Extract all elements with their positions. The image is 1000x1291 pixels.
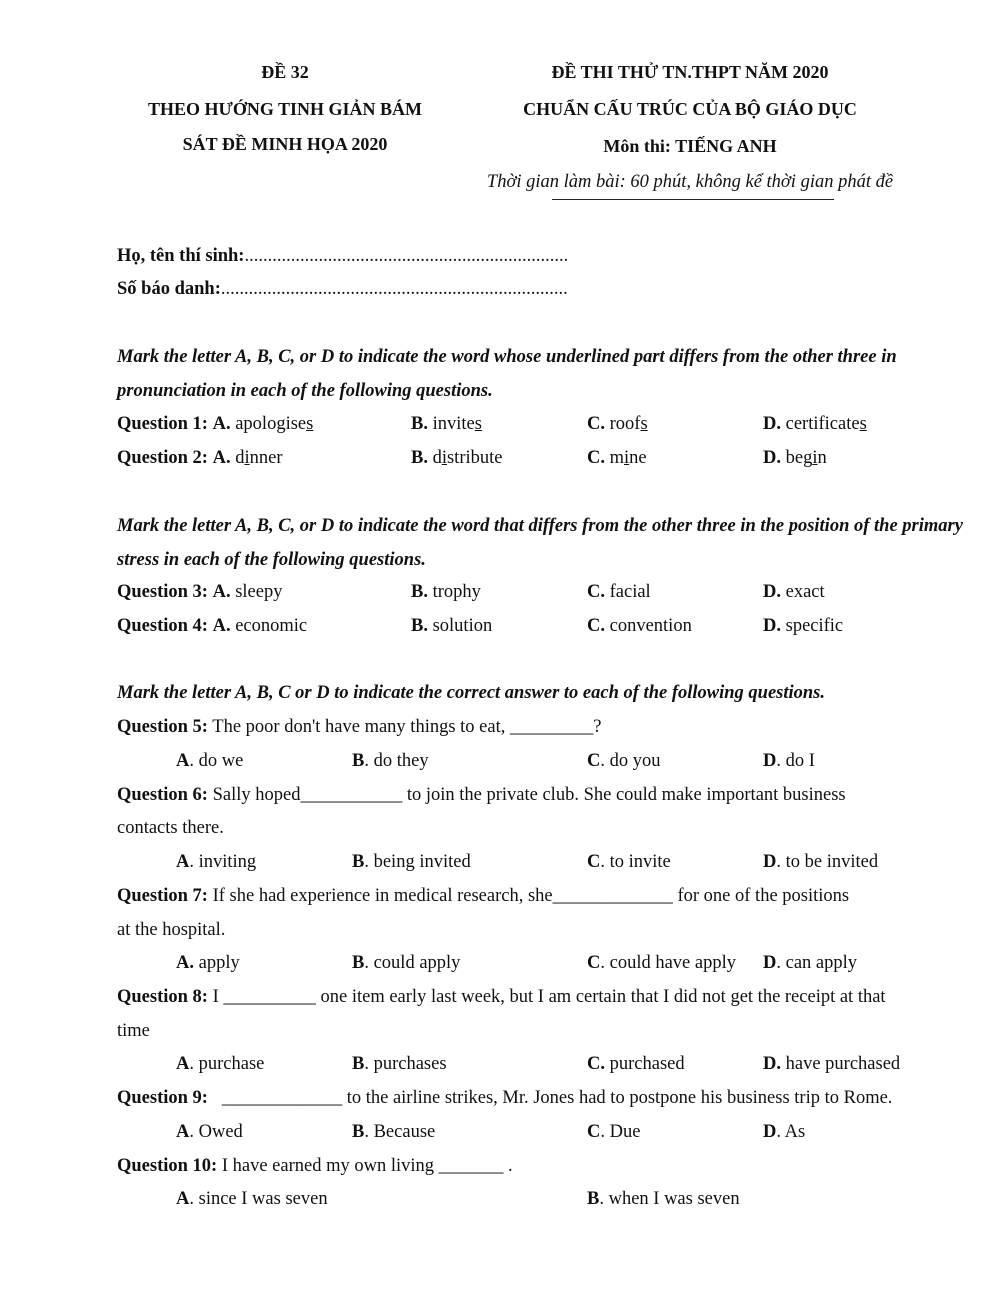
option-text: specific <box>785 616 844 636</box>
option-text: can apply <box>785 953 858 973</box>
option-text: purchased <box>609 1054 685 1074</box>
option-text: d <box>432 448 442 468</box>
question-10-text: I have earned my own living _______ . <box>221 1156 513 1176</box>
candidate-name-dots: ...................................................................... <box>244 246 569 266</box>
section-instruction-pronunciation: Mark the letter A, B, C, or D to indicate the word whose underlined part differs from the other three in pronunciation in each of the following questions. <box>117 347 897 401</box>
option-dot: . <box>189 1189 194 1209</box>
option-text: exact <box>785 582 825 602</box>
option-letter: B. <box>411 616 428 636</box>
section-instruction-correct-answer: Mark the letter A, B, C or D to indicate the correct answer to each of the following questions. <box>117 683 825 703</box>
question-7-option-d <box>763 953 857 974</box>
option-text: do they <box>373 751 429 771</box>
option-text: do I <box>785 751 815 771</box>
option-letter: D. <box>763 582 781 602</box>
option-text: d <box>235 448 245 468</box>
time-limit: Thời gian làm bài: 60 phút, không kể thời gian phát đề <box>486 172 894 192</box>
option-text: since I was seven <box>198 1189 328 1209</box>
question-7-option-c <box>587 953 736 974</box>
option-text: could apply <box>373 953 461 973</box>
question-8-option-a <box>176 1054 264 1075</box>
option-dot: . <box>600 953 605 973</box>
question-4-option-c <box>587 616 692 637</box>
question-6-option-a <box>176 852 256 873</box>
option-letter: D. <box>763 448 781 468</box>
option-dot: . <box>599 1189 604 1209</box>
option-text: trophy <box>432 582 481 602</box>
option-letter: D. <box>763 616 781 636</box>
option-dot: . <box>600 1122 605 1142</box>
option-letter: B. <box>411 448 428 468</box>
option-letter: D <box>763 852 777 872</box>
question-5-option-d <box>763 751 815 772</box>
option-letter: C. <box>587 448 605 468</box>
option-letter: C. <box>587 616 605 636</box>
option-text: invite <box>432 414 475 434</box>
question-6-option-b <box>352 852 471 873</box>
option-letter: D. <box>763 414 781 434</box>
exam-title: ĐỀ THI THỬ TN.THPT NĂM 2020 <box>551 62 829 82</box>
question-8-option-b <box>352 1054 447 1075</box>
option-letter: B <box>352 751 365 771</box>
option-text: As <box>784 1122 806 1142</box>
question-1-label: Question 1: <box>117 414 208 434</box>
option-dot: . <box>776 852 781 872</box>
question-1-label-and-a <box>117 414 313 435</box>
option-dot: . <box>776 1122 781 1142</box>
question-5-text: The poor don't have many things to eat, _________? <box>212 717 602 737</box>
question-4-option-b <box>411 616 492 637</box>
question-6-text-cont: contacts there. <box>117 818 224 838</box>
option-text: to be invited <box>785 852 879 872</box>
option-text: when I was seven <box>608 1189 740 1209</box>
option-text: Because <box>373 1122 436 1142</box>
option-text: facial <box>609 582 651 602</box>
question-9-label: Question 9: <box>117 1088 208 1108</box>
option-letter: B <box>352 1054 365 1074</box>
option-dot: . <box>776 953 781 973</box>
option-text: Due <box>609 1122 641 1142</box>
option-text: sleepy <box>235 582 283 602</box>
question-1-option-d <box>763 414 867 435</box>
option-text: ne <box>629 448 647 468</box>
question-9-text: _____________ to the airline strikes, Mr. Jones had to postpone his business trip to Rome. <box>221 1088 893 1108</box>
option-letter: C <box>587 1122 601 1142</box>
question-7-text-cont: at the hospital. <box>117 920 226 940</box>
option-text: solution <box>432 616 493 636</box>
option-text: could have apply <box>609 953 736 973</box>
option-letter: A <box>176 1189 190 1209</box>
header-left-line-2: THEO HƯỚNG TINH GIẢN BÁM <box>147 99 423 119</box>
candidate-name-label: Họ, tên thí sinh: <box>117 246 245 266</box>
option-dot: . <box>189 751 194 771</box>
option-text: economic <box>235 616 308 636</box>
question-10-option-a <box>176 1189 328 1210</box>
option-dot: . <box>776 751 781 771</box>
question-5-option-a <box>176 751 243 772</box>
option-letter: A <box>176 1122 190 1142</box>
option-text: do you <box>609 751 661 771</box>
option-letter: C <box>587 953 601 973</box>
question-5-option-c <box>587 751 661 772</box>
option-text: do we <box>198 751 244 771</box>
question-2-label-and-a <box>117 448 282 469</box>
option-letter: A. <box>212 448 231 468</box>
question-8 <box>117 987 886 1008</box>
option-letter: B. <box>411 414 428 434</box>
question-8-option-c <box>587 1054 685 1075</box>
question-3-label-and-a <box>117 582 282 603</box>
question-2-option-c <box>587 448 647 469</box>
question-9-option-b <box>352 1122 435 1143</box>
option-dot: . <box>600 751 605 771</box>
question-10 <box>117 1156 513 1177</box>
option-text: have purchased <box>785 1054 901 1074</box>
question-4-option-d <box>763 616 843 637</box>
candidate-id-label: Số báo danh: <box>117 279 221 299</box>
option-letter: D <box>763 953 777 973</box>
option-letter: A <box>176 751 190 771</box>
option-letter: B <box>352 1122 365 1142</box>
option-dot: . <box>364 1122 369 1142</box>
option-letter: D <box>763 1122 777 1142</box>
option-text: stribute <box>446 448 503 468</box>
question-3-option-b <box>411 582 481 603</box>
question-1-option-b <box>411 414 482 435</box>
question-6-option-c <box>587 852 671 873</box>
question-4-label: Question 4: <box>117 616 208 636</box>
option-letter: B <box>352 953 365 973</box>
underlined-letter: s <box>859 414 867 434</box>
underlined-letter: i <box>244 448 250 468</box>
option-dot: . <box>600 852 605 872</box>
option-dot: . <box>364 751 369 771</box>
option-letter: A. <box>176 953 194 973</box>
option-text: beg <box>785 448 813 468</box>
question-8-label: Question 8: <box>117 987 208 1007</box>
exam-code: ĐỀ 32 <box>261 62 309 82</box>
option-dot: . <box>189 852 194 872</box>
option-letter: A. <box>212 414 231 434</box>
question-6-option-d <box>763 852 878 873</box>
question-2-option-b <box>411 448 502 469</box>
question-2-option-d <box>763 448 827 469</box>
option-text: being invited <box>373 852 471 872</box>
candidate-id-row <box>117 279 568 300</box>
option-text: nner <box>249 448 283 468</box>
underlined-letter: s <box>306 414 314 434</box>
option-letter: D. <box>763 1054 781 1074</box>
question-10-label: Question 10: <box>117 1156 218 1176</box>
question-9 <box>117 1088 892 1109</box>
option-text: inviting <box>198 852 257 872</box>
option-text: apply <box>198 953 240 973</box>
option-text: to invite <box>609 852 671 872</box>
option-dot: . <box>364 953 369 973</box>
option-letter: C. <box>587 582 605 602</box>
option-dot: . <box>189 1122 194 1142</box>
option-letter: C. <box>587 414 605 434</box>
question-8-text-cont: time <box>117 1021 150 1041</box>
question-4-label-and-a <box>117 616 307 637</box>
subject: Môn thi: TIẾNG ANH <box>603 136 777 156</box>
option-text: certificate <box>785 414 860 434</box>
option-text: apologise <box>235 414 307 434</box>
option-text: Owed <box>198 1122 243 1142</box>
question-5 <box>117 717 601 738</box>
question-7-option-a <box>176 953 240 974</box>
question-7-option-b <box>352 953 460 974</box>
question-5-label: Question 5: <box>117 717 208 737</box>
option-letter: C. <box>587 1054 605 1074</box>
question-5-option-b <box>352 751 429 772</box>
underlined-letter: s <box>640 414 648 434</box>
option-text: m <box>609 448 625 468</box>
candidate-name-row <box>117 246 568 267</box>
header-right-line-2: CHUẨN CẤU TRÚC CỦA BỘ GIÁO DỤC <box>523 99 857 119</box>
candidate-id-dots: ........................................................................... <box>220 279 568 299</box>
option-letter: B <box>587 1189 600 1209</box>
header-divider <box>552 199 834 200</box>
section-instruction-stress: Mark the letter A, B, C, or D to indicate the word that differs from the other three in the position of the primary stress in each of the following questions. <box>117 516 963 570</box>
question-9-option-d <box>763 1122 805 1143</box>
underlined-letter: s <box>474 414 482 434</box>
question-9-option-a <box>176 1122 243 1143</box>
underlined-letter: i <box>624 448 630 468</box>
option-letter: B <box>352 852 365 872</box>
underlined-letter: i <box>812 448 818 468</box>
option-text: purchases <box>373 1054 447 1074</box>
question-7 <box>117 886 849 907</box>
option-dot: . <box>364 852 369 872</box>
underlined-letter: i <box>441 448 447 468</box>
option-letter: A <box>176 1054 190 1074</box>
question-8-option-d <box>763 1054 900 1075</box>
question-6-label: Question 6: <box>117 785 208 805</box>
header-left-line-3: SÁT ĐỀ MINH HỌA 2020 <box>182 134 388 154</box>
question-2-label: Question 2: <box>117 448 208 468</box>
question-3-option-c <box>587 582 651 603</box>
option-dot: . <box>364 1054 369 1074</box>
option-letter: A. <box>212 616 231 636</box>
option-dot: . <box>189 1054 194 1074</box>
option-letter: B. <box>411 582 428 602</box>
question-1-option-c <box>587 414 648 435</box>
option-letter: A. <box>212 582 231 602</box>
question-3-label: Question 3: <box>117 582 208 602</box>
option-text: roof <box>609 414 641 434</box>
option-letter: A <box>176 852 190 872</box>
question-9-option-c <box>587 1122 640 1143</box>
option-letter: D <box>763 751 777 771</box>
option-letter: C <box>587 751 601 771</box>
question-8-text: I __________ one item early last week, but I am certain that I did not get the receipt at that <box>212 987 886 1007</box>
question-6-text: Sally hoped___________ to join the private club. She could make important business <box>212 785 846 805</box>
option-text: n <box>817 448 827 468</box>
question-10-option-b <box>587 1189 740 1210</box>
option-letter: C <box>587 852 601 872</box>
option-text: purchase <box>198 1054 265 1074</box>
question-6 <box>117 785 846 806</box>
question-7-label: Question 7: <box>117 886 208 906</box>
question-7-text: If she had experience in medical research, she_____________ for one of the positions <box>212 886 850 906</box>
option-text: convention <box>609 616 692 636</box>
question-3-option-d <box>763 582 825 603</box>
